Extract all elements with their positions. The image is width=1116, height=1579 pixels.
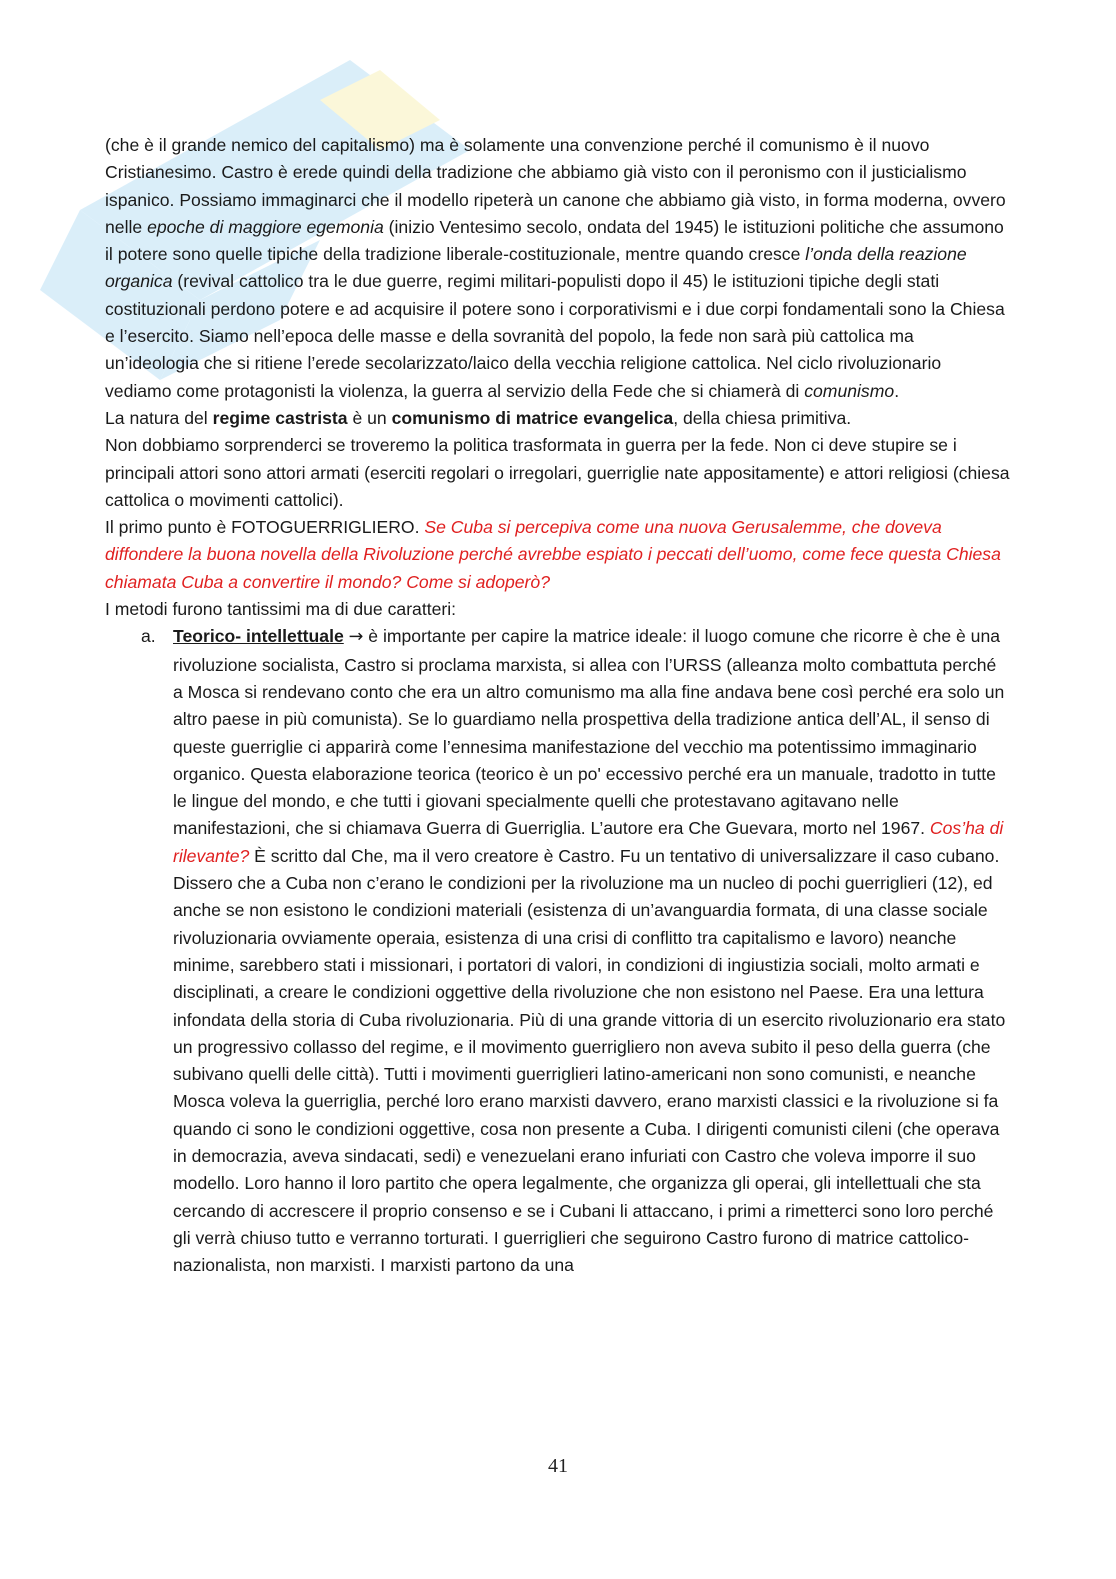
list-heading: Teorico- intellettuale <box>173 626 344 647</box>
paragraph-1: (che è il grande nemico del capitalismo) ma è solamente una convenzione perché il comunismo è il nuovo Cristianesimo. Castro è erede quindi della tradizione che abbiamo già visto con il peronismo con il justicialismo ispanico. Possiamo immaginarci che il modello ripeterà un canone che abbiamo già visto, in forma moderna, ovvero nelle epoche di maggiore egemonia (inizio Ventesimo secolo, ondata del 1945) le istituzioni politiche che assumono il potere sono quelle tipiche della tradizione liberale-costituzionale, mentre quando cresce l’onda della reazione organica (revival cattolico tra le due guerre, regimi militari-populisti dopo il 45) le istituzioni tipiche degli stati costituzionali perdono potere e ad acquisire il potere sono i corporativismi e i due corpi fondamentali sono la Chiesa e l’esercito. Siamo nell’epoca delle masse e della sovranità del popolo, la fede non sarà più cattolica ma un’ideologia che si ritiene l’erede secolarizzato/laico della vecchia religione cattolica. Nel ciclo rivoluzionario vediamo come protagonisti la violenza, la guerra al servizio della Fede che si chiamerà di comunismo. <box>105 135 1006 401</box>
page-number: 41 <box>548 1455 568 1477</box>
question-highlight: Se Cuba si percepiva come una nuova Gerusalemme, che doveva diffondere la buona novella della Rivoluzione perché avrebbe espiato i peccati dell’uomo, come fece questa Chiesa chiamata Cuba a convertire il mondo? Come si adoperò? <box>105 517 1001 592</box>
paragraph-4: Il primo punto è FOTOGUERRIGLIERO. Se Cuba si percepiva come una nuova Gerusalemme, che doveva diffondere la buona novella della Rivoluzione perché avrebbe espiato i peccati dell’uomo, come fece questa Chiesa chiamata Cuba a convertire il mondo? Come si adoperò? <box>105 517 1001 592</box>
paragraph-2: La natura del regime castrista è un comunismo di matrice evangelica, della chiesa primitiva. <box>105 407 852 428</box>
list-item: a. Teorico- intellettuale → è importante per capire la matrice ideale: il luogo comune che ricorre è che è una rivoluzione socialista, Castro si proclama marxista, si allea con l’URSS (alleanza molto combattuta perché a Mosca si rendevano conto che era un altro comunismo ma alla fine andava bene così perché era solo un altro paese in più comunista). Se lo guardiamo nella prospettiva della tradizione antica dell’AL, il senso di queste guerriglie ci apparirà come l’ennesima manifestazione del vecchio ma potentissimo immaginario organico. Questa elaborazione teorica (teorico è un po' eccessivo perché era un manuale, tradotto in tutte le lingue del mondo, e che tutti i giovani specialmente quelli che protestavano agitavano nelle manifestazioni, che si chiamava Guerra di Guerriglia. L’autore era Che Guevara, morto nel 1967. Cos’ha di rilevante? È scritto dal Che, ma il vero creatore è Castro. Fu un tentativo di universalizzare il caso cubano. Dissero che a Cuba non c’erano le condizioni per la rivoluzione ma un nucleo di pochi guerriglieri (12), ed anche se non esistono le condizioni materiali (esistenza di un’avanguardia formata, di una classe sociale rivoluzionaria ovviamente operaia, esistenza di una crisi di conflitto tra capitalismo e lavoro) neanche minime, sarebbero stati i missionari, i portatori di valori, in condizioni di ingiustizia sociali, molto armati e disciplinati, a creare le condizioni oggettive della rivoluzione che non esistono nel Paese. Era una lettura infondata della storia di Cuba rivoluzionaria. Più di una grande vittoria di un esercito rivoluzionario era stato un progressivo collasso del regime, e il movimento guerrigliero non aveva subito il peso della guerra (che subivano quelli delle città). Tutti i movimenti guerriglieri latino-americani non sono comunisti, e neanche Mosca voleva la guerriglia, perché loro erano marxisti davvero, erano marxisti classici e la rivoluzione si fa quando ci sono le condizioni oggettive, cosa non presente a Cuba. I dirigenti comunisti cileni (che operava in democrazia, aveva sindacati, sedi) e venezuelani erano infuriati con Castro che voleva imporre il suo modello. Loro hanno il loro partito che opera legalmente, che organizza gli operai, gli intellettuali che sta cercando di accrescere il proprio consenso e se i Cubani li attaccano, i primi a rimetterci sono loro perché gli verrà chiuso tutto e verranno torturati. I guerriglieri che seguirono Castro furono di matrice cattolico-nazionalista, non marxisti. I marxisti partono da una <box>105 623 1010 1279</box>
methods-list <box>105 623 1010 1279</box>
list-marker: a. <box>141 626 156 647</box>
paragraph-3: Non dobbiamo sorprenderci se troveremo la politica trasformata in guerra per la fede. Non ci deve stupire se i principali attori sono attori armati (eserciti regolari o irregolari, guerriglie nate appositamente) e attori religiosi (chiesa cattolica o movimenti cattolici). <box>105 435 1010 510</box>
arrow-icon: → <box>348 627 364 648</box>
paragraph-5: I metodi furono tantissimi ma di due caratteri: <box>105 599 457 620</box>
question-highlight-2: Cos’ha di rilevante? <box>173 818 1004 866</box>
page-body <box>105 132 1010 1279</box>
